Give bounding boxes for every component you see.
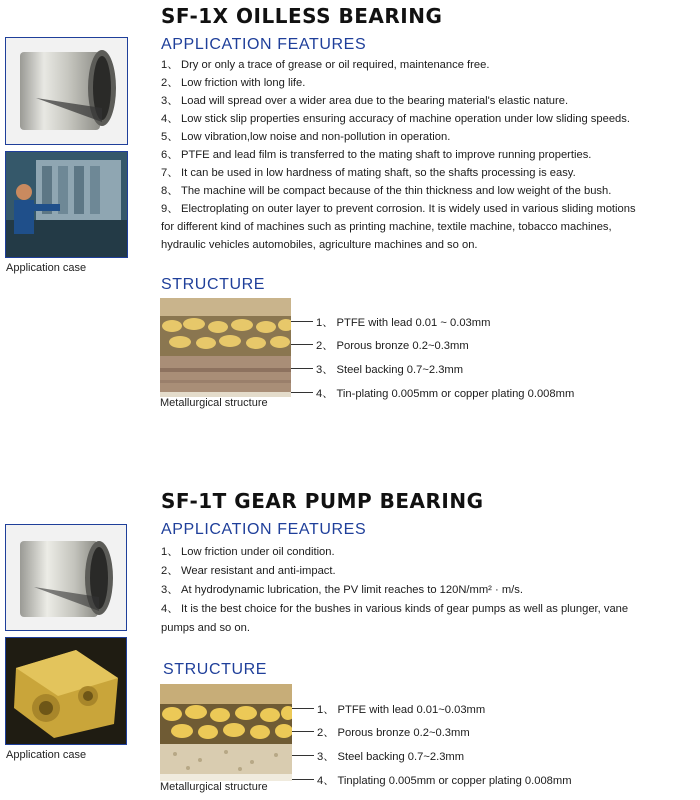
metallurgical-structure-caption: Metallurgical structure bbox=[160, 397, 268, 409]
layer-leader-line bbox=[291, 392, 313, 393]
feature-item-continued: hydraulic vehicles automobiles, agriculture machines and so on. bbox=[161, 239, 478, 251]
metallurgical-structure-image bbox=[160, 298, 291, 397]
section2-title: SF-1T GEAR PUMP BEARING bbox=[161, 489, 484, 513]
feature-item: 3、 At hydrodynamic lubrication, the PV limit reaches to 120N/mm² · m/s. bbox=[161, 584, 523, 596]
feature-item: 2、 Low friction with long life. bbox=[161, 77, 306, 89]
application-case-caption: Application case bbox=[6, 262, 87, 274]
section1-features-heading: APPLICATION FEATURES bbox=[161, 36, 367, 53]
bushing-photo bbox=[5, 37, 128, 145]
structure-layer-label: 1、 PTFE with lead 0.01~0.03mm bbox=[317, 704, 486, 716]
structure-layer-label: 3、 Steel backing 0.7~2.3mm bbox=[316, 364, 464, 376]
feature-item: 8、 The machine will be compact because of the thin thickness and low weight of the bush. bbox=[161, 185, 612, 197]
section1-title: SF-1X OILLESS BEARING bbox=[161, 4, 443, 28]
application-case-caption: Application case bbox=[6, 749, 87, 761]
gear-pump-photo bbox=[5, 637, 127, 745]
layer-leader-line bbox=[291, 321, 313, 322]
structure-layer-label: 3、 Steel backing 0.7~2.3mm bbox=[317, 751, 465, 763]
metallurgical-structure-image bbox=[160, 684, 292, 781]
layer-leader-line bbox=[291, 368, 313, 369]
feature-item: 3、 Load will spread over a wider area due to the bearing material's elastic nature. bbox=[161, 95, 569, 107]
section1-structure-heading: STRUCTURE bbox=[161, 276, 266, 293]
layer-leader-line bbox=[292, 755, 314, 756]
feature-item: 7、 It can be used in low hardness of mating shaft, so the shafts processing is easy. bbox=[161, 167, 576, 179]
feature-item-continued: pumps and so on. bbox=[161, 622, 250, 634]
bushing-photo bbox=[5, 524, 127, 631]
section1-feature-list bbox=[161, 56, 636, 254]
structure-layer-label: 2、 Porous bronze 0.2~0.3mm bbox=[317, 727, 470, 739]
feature-item: 5、 Low vibration,low noise and non-pollution in operation. bbox=[161, 131, 451, 143]
structure-layer-label: 2、 Porous bronze 0.2~0.3mm bbox=[316, 340, 469, 352]
feature-item-continued: for different kind of machines such as printing machine, textile machine, tobacco machines, bbox=[161, 221, 612, 233]
section2-feature-list bbox=[161, 543, 628, 638]
section2-structure-heading: STRUCTURE bbox=[163, 661, 268, 678]
structure-layer-label: 4、 Tinplating 0.005mm or copper plating 0.008mm bbox=[317, 775, 572, 787]
section2-features-heading: APPLICATION FEATURES bbox=[161, 521, 367, 538]
feature-item: 1、 Dry or only a trace of grease or oil required, maintenance free. bbox=[161, 59, 490, 71]
feature-item: 1、 Low friction under oil condition. bbox=[161, 546, 335, 558]
metallurgical-structure-caption: Metallurgical structure bbox=[160, 781, 268, 793]
layer-leader-line bbox=[292, 779, 314, 780]
feature-item: 4、 Low stick slip properties ensuring accuracy of machine operation under low sliding speeds. bbox=[161, 113, 630, 125]
structure-layer-label: 4、 Tin-plating 0.005mm or copper plating 0.008mm bbox=[316, 388, 575, 400]
application-case-photo bbox=[5, 151, 128, 258]
structure-layer-label: 1、 PTFE with lead 0.01 ~ 0.03mm bbox=[316, 317, 491, 329]
feature-item: 9、 Electroplating on outer layer to prevent corrosion. It is widely used in various sliding motions bbox=[161, 203, 636, 215]
layer-leader-line bbox=[291, 344, 313, 345]
feature-item: 2、 Wear resistant and anti-impact. bbox=[161, 565, 336, 577]
layer-leader-line bbox=[292, 731, 314, 732]
feature-item: 4、 It is the best choice for the bushes in various kinds of gear pumps as well as plunger, vane bbox=[161, 603, 629, 615]
feature-item: 6、 PTFE and lead film is transferred to the mating shaft to improve running properties. bbox=[161, 149, 592, 161]
layer-leader-line bbox=[292, 708, 314, 709]
